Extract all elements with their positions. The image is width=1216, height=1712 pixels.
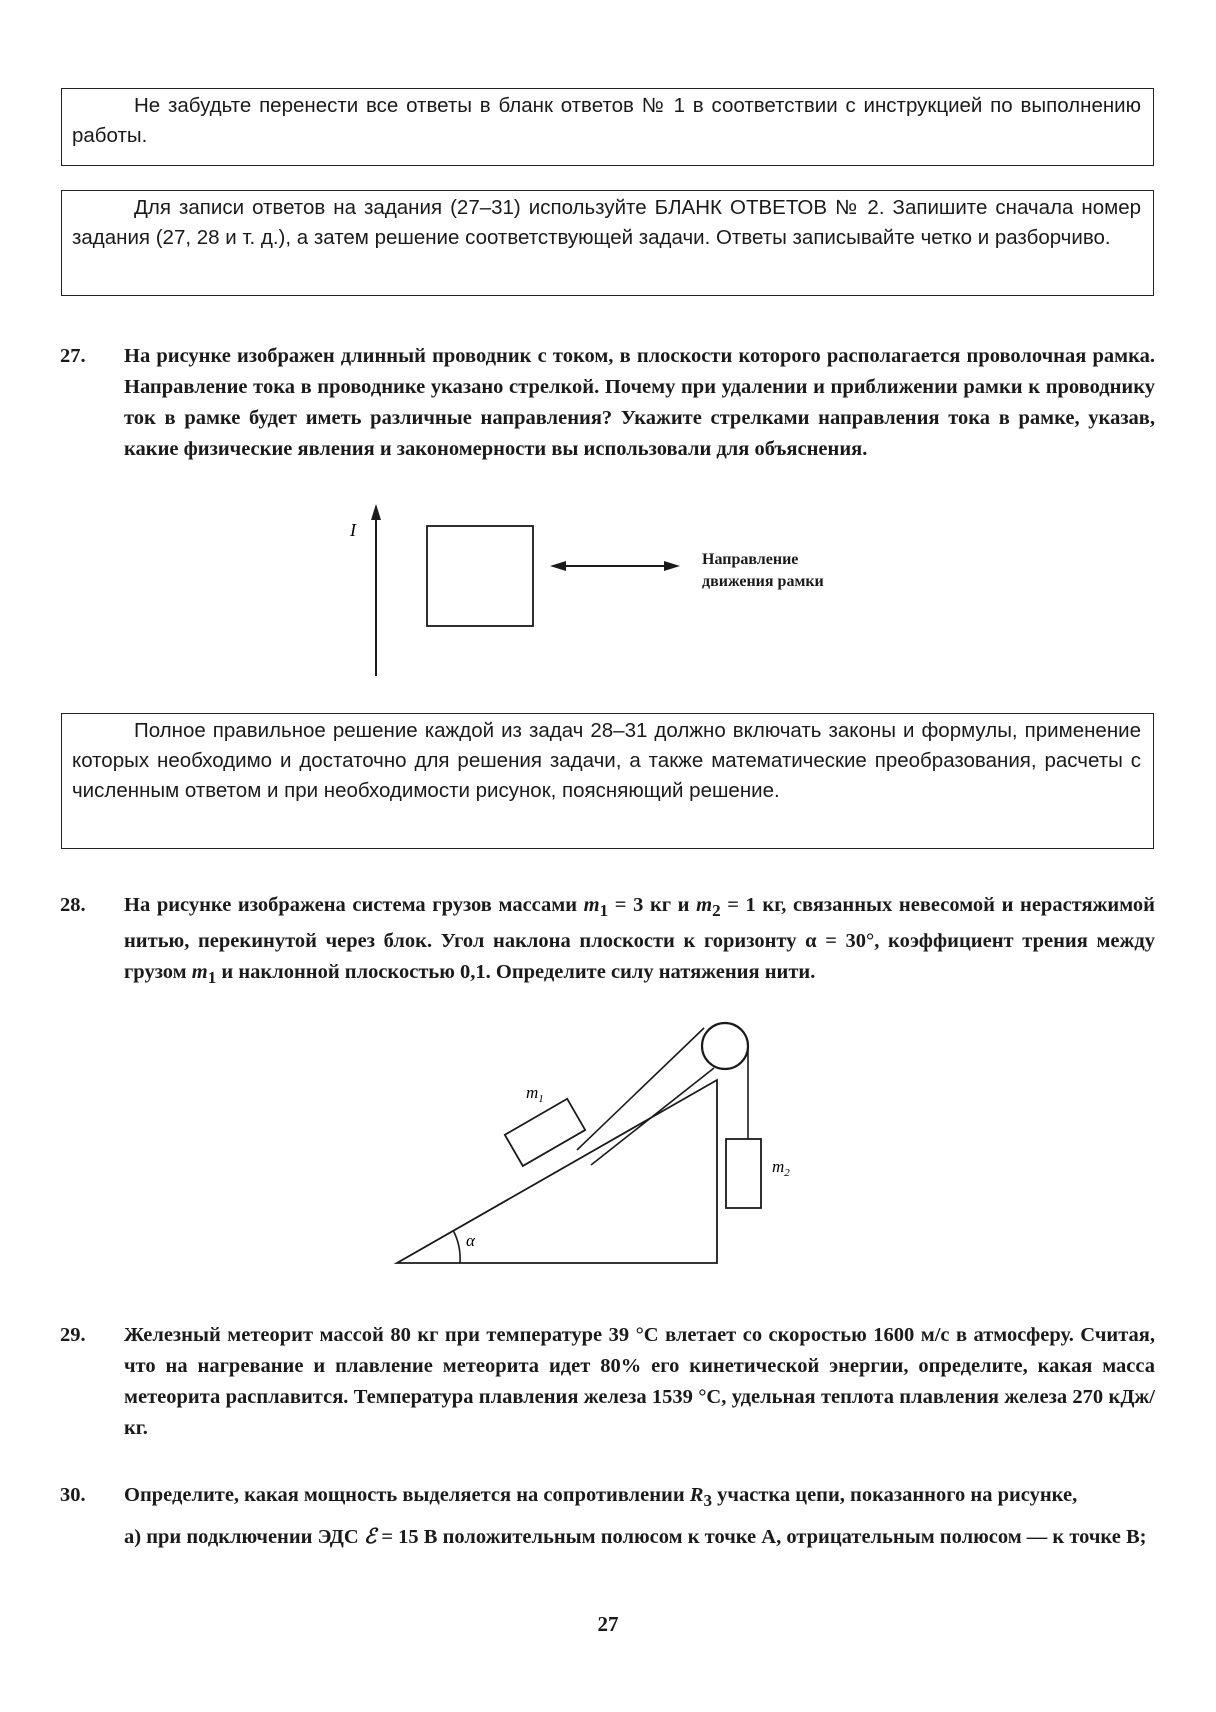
motion-label-line-1: Направление [702, 551, 799, 568]
incline-pulley-diagram [390, 1015, 820, 1270]
label-m1: $m_1$ [526, 1083, 544, 1105]
task-29-text: Железный метеорит массой 80 кг при температуре 39 °С влетает со скоростью 1600 м/с в атмосферу. Считая, что на нагревание и плавление метеорита идет 80% его кинетической энергии, определите, какая масса метеорита расплавится. Температура плавления железа 1539 °С, удельная теплота плавления железа 270 кДж/кг. [124, 1324, 1155, 1439]
motion-arrow-right-icon [664, 561, 680, 571]
motion-arrow-left-icon [550, 561, 566, 571]
label-alpha: α [466, 1231, 475, 1250]
notice-full-solution-box [61, 713, 1154, 849]
label-m2: $m_2$ [772, 1157, 790, 1179]
thread-upper [577, 1028, 704, 1150]
task-30 [60, 1480, 1155, 1553]
current-arrow-icon [371, 504, 381, 520]
task-30-text: Определите, какая мощность выделяется на сопротивлении $R_3$ участка цепи, показанного на рисунке, [124, 1484, 1078, 1511]
task-27 [60, 341, 1155, 465]
current-label: I [350, 520, 356, 540]
task-29 [60, 1320, 1155, 1444]
task-27-text: На рисунке изображен длинный проводник с током, в плоскости которого располагается проволочная рамка. Направление тока в проводнике указано стрелкой. Почему при удалении и приближении рамки к проводнику ток в рамке будет иметь различные направления? Укажите стрелками направления тока в рамке, указав, какие физические явления и закономерности вы использовали для объяснения. [124, 345, 1155, 460]
pulley-block [702, 1023, 748, 1069]
mass-m1-block [505, 1099, 585, 1166]
thread-lower [591, 1068, 714, 1165]
wire-frame [427, 526, 533, 626]
figure-incline-pulley [390, 1015, 820, 1270]
notice-transfer-box [61, 88, 1154, 166]
notice-answer-form-box [61, 190, 1154, 296]
figure-wire-frame [330, 500, 890, 680]
notice-full-solution-text: Полное правильное решение каждой из задач 28–31 должно включать законы и формулы, применение которых необходимо и достаточно для решения задачи, а также математические преобразования, расчеты с численным ответом и при необходимости рисунок, поясняющий решение. [72, 719, 1141, 802]
notice-transfer-text: Не забудьте перенести все ответы в бланк ответов № 1 в соответствии с инструкцией по выполнению работы. [72, 94, 1141, 147]
task-number: 30. [60, 1484, 86, 1506]
task-28-text: На рисунке изображена система грузов массами $m_1 = 3$ кг и $m_2 = 1$ кг, связанных невесомой и нерастяжимой нитью, перекинутой через блок. Угол наклона плоскости к горизонту α = 30°, коэффициент трения между грузом $m_1$ и наклонной плоскостью 0,1. Определите силу натяжения нити. [124, 894, 1155, 988]
task-number: 29. [60, 1324, 86, 1346]
motion-label-line-2: движения рамки [702, 573, 824, 590]
page-number: 27 [597, 1612, 619, 1636]
angle-alpha-arc [453, 1230, 460, 1263]
task-number: 27. [60, 345, 86, 367]
task-number: 28. [60, 894, 86, 916]
mass-m2-block [726, 1139, 761, 1208]
task-28 [60, 890, 1155, 993]
task-30-item-a: а) при подключении ЭДС ℰ = 15 В положительным полюсом к точке А, отрицательным полюсом — к точке В; [124, 1526, 1147, 1549]
notice-answer-form-text: Для записи ответов на задания (27–31) используйте БЛАНК ОТВЕТОВ № 2. Запишите сначала номер задания (27, 28 и т. д.), а затем решение соответствующей задачи. Ответы записывайте четко и разборчиво. [72, 196, 1141, 249]
